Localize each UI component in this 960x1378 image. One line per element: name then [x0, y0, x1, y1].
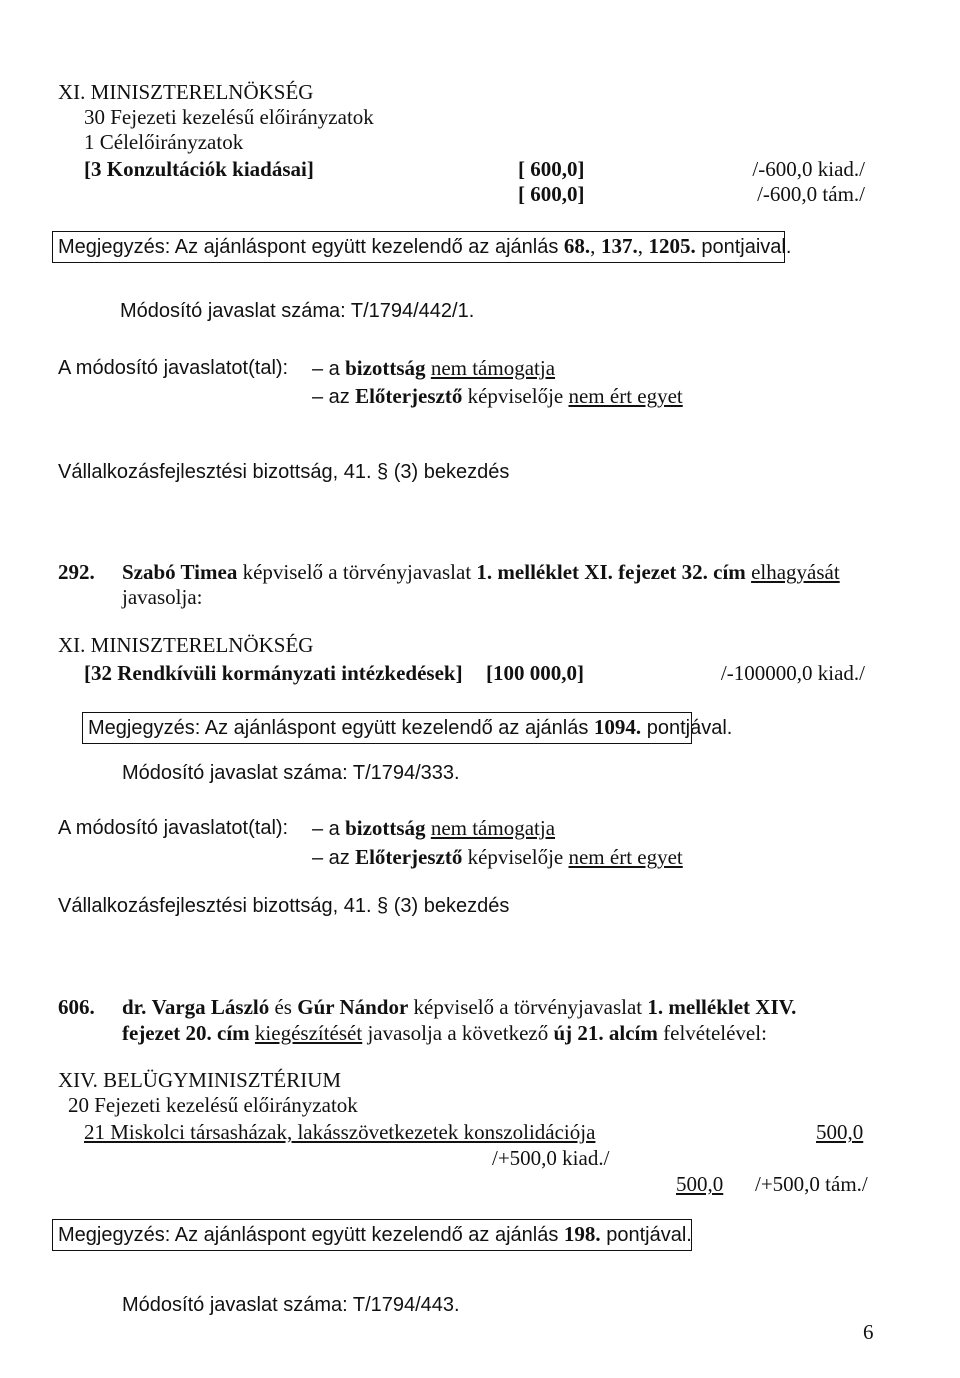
- note-ref: 137.: [600, 234, 638, 258]
- item-reference: 1. melléklet XIV.: [647, 995, 797, 1019]
- ministry-heading: XI. MINISZTERELNÖKSÉG: [58, 80, 314, 104]
- opinion-dash: – az: [312, 847, 350, 869]
- subchapter-heading: 1 Célelőirányzatok: [84, 130, 244, 154]
- note-separator: ,: [637, 234, 643, 258]
- opinion-middle: képviselője: [467, 845, 564, 869]
- author-name: Szabó Timea: [122, 560, 238, 584]
- opinion-subject: bizottság: [345, 816, 426, 840]
- item-text-part: javasolja a következő: [367, 1021, 549, 1045]
- proposal-number: Módosító javaslat száma: T/1794/333.: [122, 762, 460, 784]
- opinion-dash: – a: [312, 818, 340, 840]
- committee-ref: Vállalkozásfejlesztési bizottság, 41. § (3) bekezdés: [58, 461, 510, 483]
- item-reference: új 21. alcím: [553, 1021, 658, 1045]
- change-value: /+500,0 tám./: [755, 1172, 868, 1196]
- note-text: pontjával.: [606, 1224, 692, 1246]
- author-prefix: dr.: [122, 995, 147, 1019]
- note-text: pontjaival.: [701, 236, 792, 258]
- note-separator: ,: [590, 234, 596, 258]
- item-text: [122, 995, 796, 1019]
- item-text: [122, 1021, 767, 1045]
- opinion-subject: Előterjesztő: [355, 384, 463, 408]
- note-ref: 1094.: [593, 715, 642, 739]
- item-label: [3 Konzultációk kiadásai]: [84, 157, 314, 181]
- author-name: Varga László: [151, 995, 270, 1019]
- item-text-part: képviselő a törvényjavaslat: [242, 560, 472, 584]
- change-value: /+500,0 kiad./: [492, 1146, 610, 1170]
- item-text-part: és: [274, 995, 292, 1019]
- item-action: elhagyását: [751, 560, 840, 584]
- note-text: Megjegyzés: Az ajánláspont együtt kezelendő az ajánlás: [58, 1224, 559, 1246]
- note-text: Megjegyzés: Az ajánláspont együtt kezelendő az ajánlás: [88, 717, 589, 739]
- amount: [ 600,0]: [518, 182, 585, 206]
- opinion-subject: Előterjesztő: [355, 845, 463, 869]
- author-name: Gúr Nándor: [297, 995, 409, 1019]
- change-value: /-600,0 kiad./: [752, 157, 865, 181]
- proposal-number: Módosító javaslat száma: T/1794/443.: [122, 1294, 460, 1316]
- chapter-heading: 30 Fejezeti kezelésű előirányzatok: [84, 105, 374, 129]
- chapter-heading: 20 Fejezeti kezelésű előirányzatok: [68, 1093, 358, 1117]
- note-text: pontjával.: [646, 717, 733, 739]
- proposal-number: Módosító javaslat száma: T/1794/442/1.: [120, 300, 475, 322]
- item-number: 292.: [58, 560, 95, 584]
- change-value: /-100000,0 kiad./: [720, 661, 865, 685]
- opinion-line: [312, 845, 683, 870]
- opinion-dash: – az: [312, 386, 350, 408]
- opinion-verdict: nem ért egyet: [568, 384, 683, 408]
- item-text: [122, 560, 840, 584]
- amount: 500,0: [816, 1120, 864, 1144]
- item-reference: 1. melléklet XI. fejezet 32. cím: [476, 560, 746, 584]
- opinion-verdict: nem támogatja: [430, 816, 556, 840]
- opinion-line: [312, 384, 683, 409]
- amount: [ 600,0]: [518, 157, 585, 181]
- page-number: 6: [863, 1320, 874, 1344]
- note-ref: 198.: [563, 1222, 601, 1246]
- amount: 500,0: [676, 1172, 724, 1196]
- committee-ref: Vállalkozásfejlesztési bizottság, 41. § (3) bekezdés: [58, 895, 510, 917]
- note-box: [82, 712, 733, 744]
- opinion-label: A módosító javaslatot(tal):: [58, 357, 289, 379]
- item-text-part: javasolja:: [122, 585, 203, 609]
- opinion-dash: – a: [312, 358, 340, 380]
- opinion-verdict: nem támogatja: [430, 356, 556, 380]
- ministry-heading: XIV. BELÜGYMINISZTÉRIUM: [58, 1068, 342, 1092]
- note-ref: 68.: [563, 234, 591, 258]
- opinion-middle: képviselője: [467, 384, 564, 408]
- opinion-label: A módosító javaslatot(tal):: [58, 817, 289, 839]
- item-reference: fejezet 20. cím: [122, 1021, 250, 1045]
- item-number: 606.: [58, 995, 95, 1019]
- amount: [100 000,0]: [486, 661, 584, 685]
- opinion-line: [312, 816, 555, 841]
- item-action: kiegészítését: [254, 1021, 363, 1045]
- opinion-verdict: nem ért egyet: [568, 845, 683, 869]
- item-text-part: képviselő a törvényjavaslat: [413, 995, 643, 1019]
- note-box: [52, 1219, 692, 1251]
- note-ref: 1205.: [648, 234, 696, 258]
- change-value: /-600,0 tám./: [757, 182, 865, 206]
- item-label: [32 Rendkívüli kormányzati intézkedések]: [84, 661, 463, 685]
- note-box: [52, 231, 792, 263]
- note-text: Megjegyzés: Az ajánláspont együtt kezelendő az ajánlás: [58, 236, 559, 258]
- opinion-subject: bizottság: [345, 356, 426, 380]
- item-text-part: felvételével:: [663, 1021, 767, 1045]
- ministry-heading: XI. MINISZTERELNÖKSÉG: [58, 633, 314, 657]
- opinion-line: [312, 356, 555, 381]
- subitem-label: 21 Miskolci társasházak, lakásszövetkezetek konszolidációja: [84, 1120, 596, 1144]
